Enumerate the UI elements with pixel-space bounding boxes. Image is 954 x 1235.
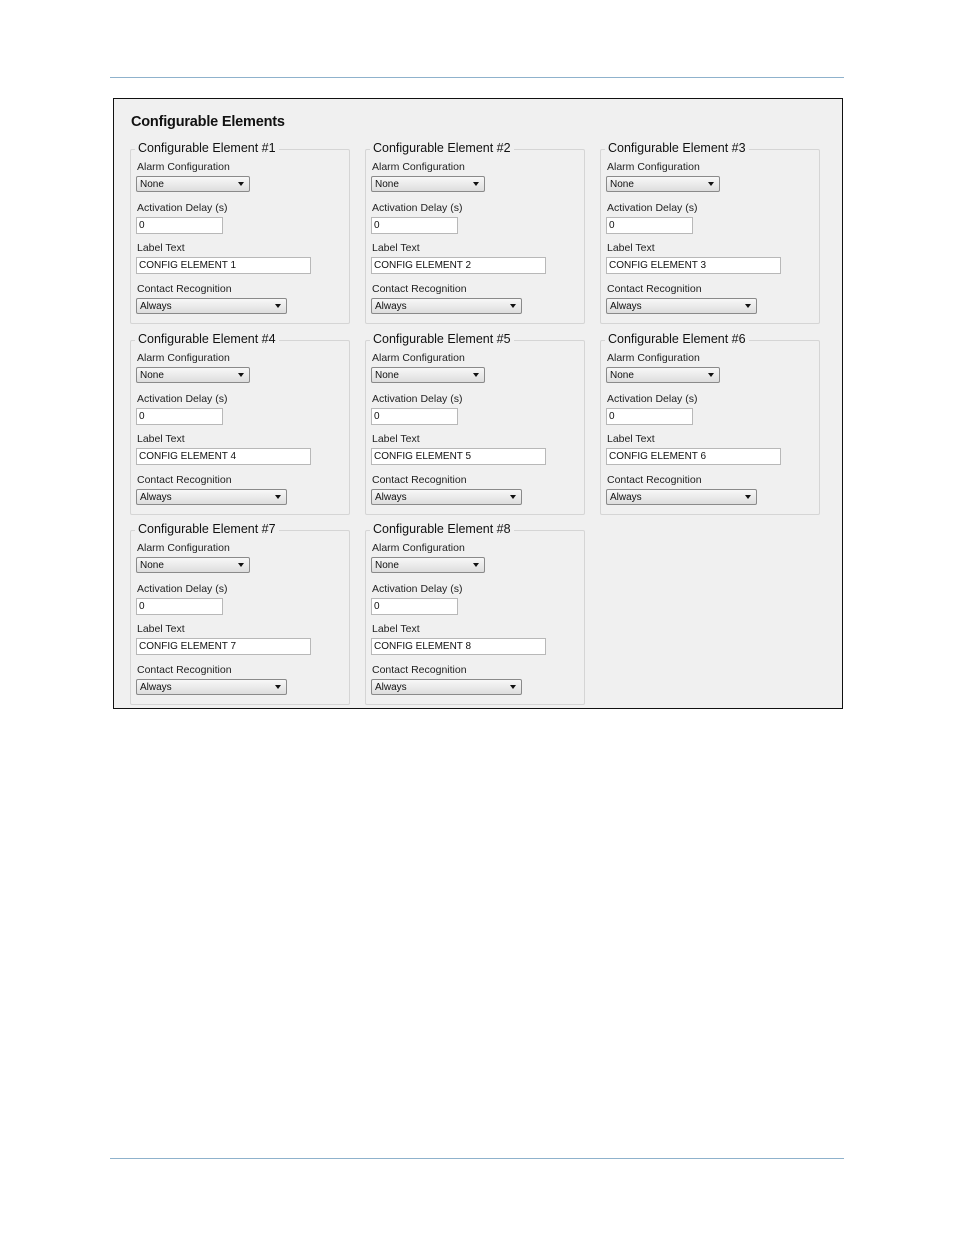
- config-element-group-8: [365, 522, 585, 705]
- label-text-input[interactable]: CONFIG ELEMENT 6: [606, 448, 781, 465]
- contact-recognition-value: Always: [375, 492, 407, 503]
- activation-delay-label: Activation Delay (s): [137, 583, 228, 595]
- contact-recognition-dropdown[interactable]: [371, 298, 522, 314]
- chevron-down-icon: [275, 495, 281, 499]
- contact-recognition-value: Always: [610, 301, 642, 312]
- activation-delay-input[interactable]: 0: [136, 408, 223, 425]
- config-element-group-7: [130, 522, 350, 705]
- alarm-config-dropdown[interactable]: [371, 557, 485, 573]
- contact-recognition-value: Always: [140, 682, 172, 693]
- contact-recognition-label: Contact Recognition: [137, 283, 232, 295]
- activation-delay-label: Activation Delay (s): [372, 202, 463, 214]
- label-text-input[interactable]: CONFIG ELEMENT 7: [136, 638, 311, 655]
- label-text-input[interactable]: CONFIG ELEMENT 1: [136, 257, 311, 274]
- alarm-config-label: Alarm Configuration: [372, 161, 465, 173]
- group-title: Configurable Element #4: [135, 332, 279, 346]
- alarm-config-dropdown[interactable]: [136, 367, 250, 383]
- label-text-label: Label Text: [372, 623, 420, 635]
- alarm-config-dropdown[interactable]: [371, 367, 485, 383]
- activation-delay-label: Activation Delay (s): [372, 393, 463, 405]
- activation-delay-input[interactable]: 0: [136, 217, 223, 234]
- config-element-group-6: [600, 332, 820, 515]
- alarm-config-label: Alarm Configuration: [137, 352, 230, 364]
- contact-recognition-value: Always: [140, 301, 172, 312]
- label-text-label: Label Text: [607, 242, 655, 254]
- alarm-config-dropdown[interactable]: [606, 367, 720, 383]
- label-text-input[interactable]: CONFIG ELEMENT 2: [371, 257, 546, 274]
- group-title: Configurable Element #3: [605, 141, 749, 155]
- activation-delay-input[interactable]: 0: [136, 598, 223, 615]
- alarm-config-dropdown[interactable]: [371, 176, 485, 192]
- alarm-config-value: None: [375, 179, 399, 190]
- activation-delay-input[interactable]: 0: [606, 408, 693, 425]
- alarm-config-value: None: [610, 179, 634, 190]
- alarm-config-label: Alarm Configuration: [372, 542, 465, 554]
- header-rule: [110, 77, 844, 78]
- alarm-config-value: None: [375, 560, 399, 571]
- contact-recognition-label: Contact Recognition: [607, 474, 702, 486]
- activation-delay-label: Activation Delay (s): [137, 202, 228, 214]
- alarm-config-value: None: [140, 179, 164, 190]
- chevron-down-icon: [708, 182, 714, 186]
- chevron-down-icon: [510, 304, 516, 308]
- contact-recognition-label: Contact Recognition: [372, 474, 467, 486]
- activation-delay-label: Activation Delay (s): [137, 393, 228, 405]
- contact-recognition-label: Contact Recognition: [137, 664, 232, 676]
- config-element-group-2: [365, 141, 585, 324]
- contact-recognition-dropdown[interactable]: [371, 679, 522, 695]
- group-title: Configurable Element #5: [370, 332, 514, 346]
- config-element-group-5: [365, 332, 585, 515]
- activation-delay-label: Activation Delay (s): [372, 583, 463, 595]
- chevron-down-icon: [275, 685, 281, 689]
- contact-recognition-dropdown[interactable]: [606, 489, 757, 505]
- config-element-group-3: [600, 141, 820, 324]
- alarm-config-value: None: [140, 560, 164, 571]
- label-text-input[interactable]: CONFIG ELEMENT 3: [606, 257, 781, 274]
- alarm-config-label: Alarm Configuration: [607, 352, 700, 364]
- alarm-config-dropdown[interactable]: [606, 176, 720, 192]
- contact-recognition-dropdown[interactable]: [136, 298, 287, 314]
- chevron-down-icon: [745, 495, 751, 499]
- alarm-config-dropdown[interactable]: [136, 557, 250, 573]
- contact-recognition-dropdown[interactable]: [136, 679, 287, 695]
- chevron-down-icon: [745, 304, 751, 308]
- label-text-input[interactable]: CONFIG ELEMENT 8: [371, 638, 546, 655]
- chevron-down-icon: [238, 373, 244, 377]
- contact-recognition-value: Always: [375, 682, 407, 693]
- alarm-config-label: Alarm Configuration: [607, 161, 700, 173]
- chevron-down-icon: [473, 182, 479, 186]
- chevron-down-icon: [473, 373, 479, 377]
- label-text-input[interactable]: CONFIG ELEMENT 4: [136, 448, 311, 465]
- alarm-config-label: Alarm Configuration: [137, 161, 230, 173]
- group-title: Configurable Element #8: [370, 522, 514, 536]
- activation-delay-label: Activation Delay (s): [607, 393, 698, 405]
- chevron-down-icon: [473, 563, 479, 567]
- label-text-label: Label Text: [372, 433, 420, 445]
- group-title: Configurable Element #1: [135, 141, 279, 155]
- group-title: Configurable Element #2: [370, 141, 514, 155]
- label-text-label: Label Text: [607, 433, 655, 445]
- group-title: Configurable Element #6: [605, 332, 749, 346]
- contact-recognition-value: Always: [140, 492, 172, 503]
- chevron-down-icon: [708, 373, 714, 377]
- activation-delay-input[interactable]: 0: [371, 217, 458, 234]
- chevron-down-icon: [238, 182, 244, 186]
- label-text-label: Label Text: [137, 433, 185, 445]
- contact-recognition-dropdown[interactable]: [136, 489, 287, 505]
- alarm-config-label: Alarm Configuration: [137, 542, 230, 554]
- alarm-config-value: None: [375, 370, 399, 381]
- activation-delay-input[interactable]: 0: [371, 408, 458, 425]
- label-text-label: Label Text: [137, 623, 185, 635]
- contact-recognition-dropdown[interactable]: [606, 298, 757, 314]
- contact-recognition-label: Contact Recognition: [607, 283, 702, 295]
- chevron-down-icon: [510, 685, 516, 689]
- label-text-label: Label Text: [372, 242, 420, 254]
- alarm-config-dropdown[interactable]: [136, 176, 250, 192]
- contact-recognition-label: Contact Recognition: [137, 474, 232, 486]
- alarm-config-value: None: [140, 370, 164, 381]
- footer-rule: [110, 1158, 844, 1159]
- contact-recognition-dropdown[interactable]: [371, 489, 522, 505]
- group-title: Configurable Element #7: [135, 522, 279, 536]
- window-title: Configurable Elements: [131, 114, 285, 130]
- alarm-config-value: None: [610, 370, 634, 381]
- label-text-label: Label Text: [137, 242, 185, 254]
- chevron-down-icon: [510, 495, 516, 499]
- alarm-config-label: Alarm Configuration: [372, 352, 465, 364]
- config-element-group-4: [130, 332, 350, 515]
- contact-recognition-label: Contact Recognition: [372, 283, 467, 295]
- configurable-elements-window: [113, 98, 843, 709]
- config-element-group-1: [130, 141, 350, 324]
- label-text-input[interactable]: CONFIG ELEMENT 5: [371, 448, 546, 465]
- chevron-down-icon: [275, 304, 281, 308]
- activation-delay-label: Activation Delay (s): [607, 202, 698, 214]
- contact-recognition-value: Always: [610, 492, 642, 503]
- chevron-down-icon: [238, 563, 244, 567]
- contact-recognition-value: Always: [375, 301, 407, 312]
- contact-recognition-label: Contact Recognition: [372, 664, 467, 676]
- activation-delay-input[interactable]: 0: [371, 598, 458, 615]
- activation-delay-input[interactable]: 0: [606, 217, 693, 234]
